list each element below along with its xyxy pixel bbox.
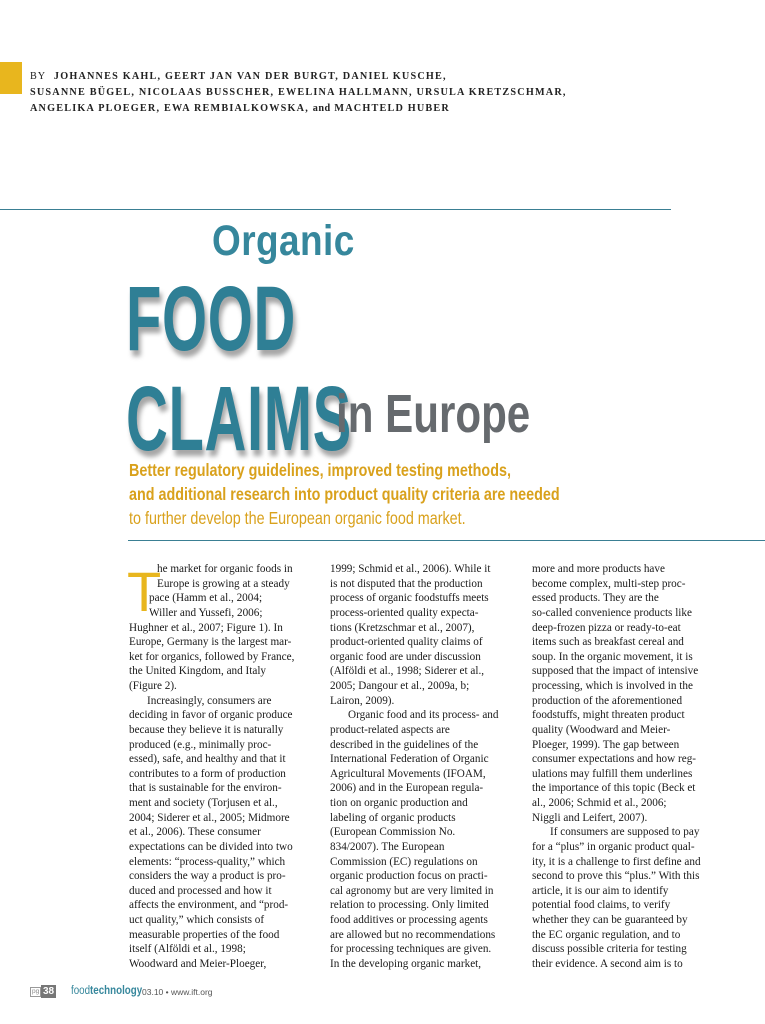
- body-text-line: Hughner et al., 2007; Figure 1). In: [129, 621, 283, 634]
- deck-rule: [128, 540, 765, 541]
- body-text-line: ity, it is a challenge to first define and: [532, 855, 701, 868]
- top-rule: [0, 209, 671, 210]
- body-text-line: Increasingly, consumers are: [147, 694, 272, 707]
- title-in-europe: in Europe: [336, 384, 531, 444]
- body-text-line: processing, which is involved in the: [532, 680, 693, 692]
- body-text-line: soup. In the organic movement, it is: [532, 650, 693, 663]
- body-text-line: Organic food and its process- and: [348, 709, 499, 722]
- body-text-line: ulations may fulfill them underlines: [532, 767, 693, 780]
- body-text-line: et al., 2006). These consumer: [129, 826, 261, 839]
- body-text-line: itself (Alföldi et al., 1998;: [129, 943, 246, 956]
- body-text-line: organic production focus on practi-: [330, 870, 488, 883]
- body-text-line: essed products. They are the: [532, 592, 659, 605]
- body-text-line: Europe, Germany is the largest mar-: [129, 636, 292, 649]
- body-text-line: article, it is our aim to identify: [532, 884, 669, 897]
- body-text-line: process of organic foodstuffs meets: [330, 592, 489, 605]
- body-text-line: expectations can be divided into two: [129, 840, 293, 853]
- body-text-line: deciding in favor of organic produce: [129, 709, 293, 722]
- body-text-line: Europe is growing at a steady: [157, 577, 290, 590]
- body-text-line: for a “plus” in organic product qual-: [532, 840, 695, 853]
- body-text-line: quality (Woodward and Meier-: [532, 723, 671, 736]
- yellow-tab-accent: [0, 62, 22, 94]
- body-text-line: (European Commission No.: [330, 826, 456, 839]
- body-text-line: ment and society (Torjusen et al.,: [129, 797, 278, 809]
- body-text-line: supposed that the impact of intensive: [532, 665, 699, 678]
- body-text-line: discuss possible criteria for testing: [532, 943, 687, 956]
- page-number: 38: [43, 986, 55, 997]
- body-text-line: tion on organic production and: [330, 797, 468, 809]
- body-text-line: their evidence. A second aim is to: [532, 957, 683, 970]
- body-text-line: produced (e.g., minimally proc-: [129, 738, 272, 751]
- body-text-line: because they believe it is naturally: [129, 723, 284, 736]
- deck-line-2: and additional research into product quality criteria are needed: [129, 484, 560, 504]
- deck-line-3: to further develop the European organic food market.: [129, 508, 466, 528]
- byline-authors-2: SUSANNE BÜGEL, NICOLAAS BUSSCHER, EWELINA HALLMANN, URSULA KRETZSCHMAR,: [30, 87, 567, 98]
- brand-technology: technology: [90, 985, 143, 997]
- body-text-line: pace (Hamm et al., 2004;: [149, 592, 263, 605]
- body-text-line: he market for organic foods in: [157, 563, 293, 575]
- body-text-line: foodstuffs, might threaten product: [532, 709, 685, 722]
- body-text-line: the United Kingdom, and Italy: [129, 665, 267, 678]
- body-text-line: International Federation of Organic: [330, 753, 489, 766]
- issue-info: 03.10 • www.ift.org: [142, 987, 213, 997]
- magazine-brand: [71, 985, 142, 998]
- body-text-line: 2005; Dangour et al., 2009a, b;: [330, 680, 470, 692]
- body-text-line: ket for organics, followed by France,: [129, 650, 295, 663]
- body-text-line: the importance of this topic (Beck et: [532, 782, 696, 795]
- body-text-line: considers the way a product is pro-: [129, 870, 286, 883]
- body-text-line: that is sustainable for the environ-: [129, 782, 282, 795]
- byline: [30, 69, 650, 117]
- body-text-line: Willer and Yussefi, 2006;: [149, 606, 263, 619]
- body-text-line: second to prove this “plus.” With this: [532, 870, 700, 883]
- body-text-line: items such as breakfast cereal and: [532, 636, 684, 649]
- byline-line-1: [30, 69, 650, 85]
- body-text-line: are allowed but no recommendations: [330, 928, 496, 941]
- body-column-2: [330, 562, 510, 972]
- body-text-line: Lairon, 2009).: [330, 694, 395, 707]
- deck-line-1: Better regulatory guidelines, improved testing methods,: [129, 460, 511, 480]
- body-text-line: (Figure 2).: [129, 680, 177, 692]
- byline-authors-1: JOHANNES KAHL, GEERT JAN VAN DER BURGT, DANIEL KUSCHE,: [53, 71, 447, 82]
- body-text-line: potential food claims, to verify: [532, 899, 671, 912]
- body-text-line: essed), safe, and healthy and that it: [129, 753, 286, 766]
- body-column-1: [129, 562, 309, 972]
- body-text-line: become complex, multi-step proc-: [532, 577, 686, 590]
- body-text-line: duced and processed and how it: [129, 884, 272, 897]
- byline-and: and: [312, 103, 331, 114]
- body-text-line: 2006) and in the European regula-: [330, 782, 484, 795]
- body-text-line: relation to processing. Only limited: [330, 899, 489, 912]
- body-text-line: Commission (EC) regulations on: [330, 855, 478, 868]
- body-text-line: described in the guidelines of the: [330, 738, 479, 751]
- body-text-line: In the developing organic market,: [330, 957, 482, 970]
- body-column-3: [532, 562, 712, 972]
- body-text-line: Ploeger, 1999). The gap between: [532, 738, 680, 751]
- body-text-line: al., 2006; Schmid et al., 2006;: [532, 797, 667, 809]
- body-text-line: deep-frozen pizza or ready-to-eat: [532, 621, 681, 634]
- body-text-line: food additives or processing agents: [330, 914, 488, 926]
- body-text-line: product-oriented quality claims of: [330, 636, 483, 649]
- body-text-line: elements: “process-quality,” which: [129, 855, 286, 868]
- body-text-line: cal agronomy but are very limited in: [330, 884, 494, 897]
- body-text-line: tions (Kretzschmar et al., 2007),: [330, 621, 475, 634]
- byline-prefix: BY: [30, 71, 47, 82]
- body-text-line: organic food are under discussion: [330, 650, 481, 663]
- byline-authors-3a: ANGELIKA PLOEGER, EWA REMBIALKOWSKA,: [30, 103, 309, 114]
- body-text-line: product-related aspects are: [330, 723, 450, 736]
- body-text-line: Agricultural Movements (IFOAM,: [330, 767, 486, 780]
- body-text-line: whether they can be guaranteed by: [532, 914, 688, 926]
- body-text-line: labeling of organic products: [330, 811, 456, 824]
- body-text-line: (Alföldi et al., 1998; Siderer et al.,: [330, 665, 485, 678]
- body-text-line: 1999; Schmid et al., 2006). While it: [330, 563, 491, 575]
- body-text-line: the EC organic regulation, and to: [532, 928, 681, 941]
- brand-food: food: [71, 985, 91, 997]
- body-text-line: uct quality,” which consists of: [129, 914, 265, 926]
- page-label: pg: [32, 988, 40, 995]
- body-text-line: consumer expectations and how reg-: [532, 753, 697, 766]
- body-text-line: Woodward and Meier-Ploeger,: [129, 957, 267, 970]
- body-text-line: process-oriented quality expecta-: [330, 606, 479, 619]
- body-text-line: Niggli and Leifert, 2007).: [532, 811, 648, 824]
- title-organic: Organic: [212, 217, 355, 265]
- deck-subtitle: [129, 458, 689, 530]
- body-text-line: 834/2007). The European: [330, 840, 445, 853]
- body-text-line: production of the aforementioned: [532, 694, 683, 707]
- body-text-line: for processing techniques are given.: [330, 943, 492, 956]
- byline-authors-3b: MACHTELD HUBER: [334, 103, 450, 114]
- title-food-claims: FOOD CLAIMS: [126, 268, 352, 470]
- body-text-line: measurable properties of the food: [129, 928, 280, 941]
- body-text-line: If consumers are supposed to pay: [550, 826, 700, 839]
- body-text-line: affects the environment, and “prod-: [129, 899, 289, 912]
- byline-line-3: [30, 101, 650, 117]
- body-text-line: contributes to a form of production: [129, 767, 286, 780]
- body-text-line: so-called convenience products like: [532, 606, 692, 619]
- body-text-line: 2004; Siderer et al., 2005; Midmore: [129, 811, 290, 824]
- body-text-line: more and more products have: [532, 563, 665, 575]
- dropcap: T: [127, 560, 162, 623]
- body-text-line: is not disputed that the production: [330, 577, 483, 590]
